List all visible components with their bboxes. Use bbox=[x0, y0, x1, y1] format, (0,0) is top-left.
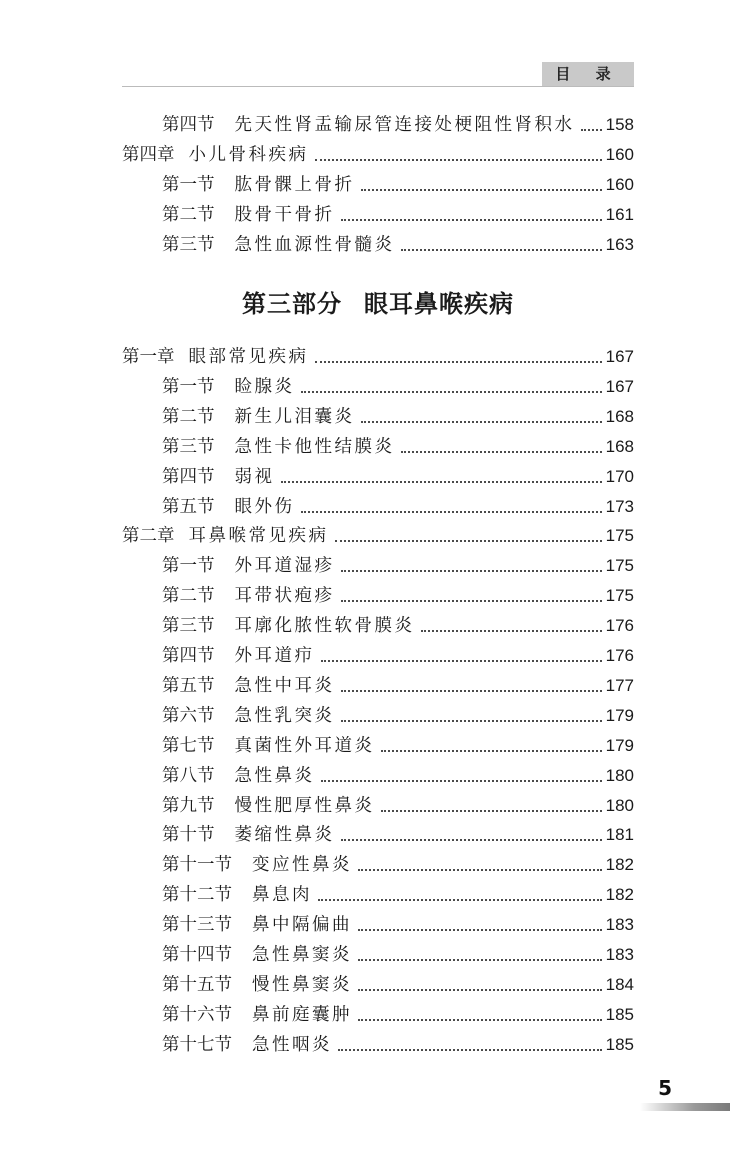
toc-entry-page: 163 bbox=[605, 234, 634, 254]
toc-section-entry bbox=[162, 996, 634, 1026]
dot-leader bbox=[341, 219, 602, 221]
dot-leader bbox=[401, 451, 602, 453]
toc-section-entry bbox=[162, 757, 634, 787]
toc-entry-number: 第十七节 bbox=[162, 1034, 232, 1055]
toc-entry-page: 185 bbox=[605, 1004, 634, 1024]
dot-leader bbox=[341, 839, 602, 841]
toc-entry-page: 180 bbox=[605, 795, 634, 815]
toc-section-entry bbox=[162, 1026, 634, 1056]
toc-entry-number: 第十节 bbox=[162, 825, 215, 846]
dot-leader bbox=[301, 511, 602, 513]
toc-entry-page: 160 bbox=[605, 174, 634, 194]
toc-entry-page: 167 bbox=[605, 376, 634, 396]
toc-entry-number: 第五节 bbox=[162, 496, 215, 517]
dot-leader bbox=[301, 391, 602, 393]
toc-entry-number: 第四节 bbox=[162, 115, 215, 135]
toc-entry-number: 第二节 bbox=[162, 586, 215, 607]
toc-entry-title: 急性中耳炎 bbox=[234, 675, 335, 696]
dot-leader bbox=[401, 249, 602, 251]
toc-entry-title: 眼部常见疾病 bbox=[188, 347, 309, 367]
toc-chapter-entry bbox=[122, 136, 634, 166]
toc-section-entry bbox=[162, 787, 634, 817]
toc-entry-page: 185 bbox=[605, 1034, 634, 1054]
toc-chapter-entry bbox=[122, 338, 634, 368]
toc-entry-page: 170 bbox=[605, 466, 634, 486]
toc-entry-title: 耳廓化脓性软骨膜炎 bbox=[234, 616, 415, 637]
toc-section-entry bbox=[162, 876, 634, 906]
toc-chapter-entry bbox=[122, 517, 634, 547]
toc-entry-page: 180 bbox=[605, 765, 634, 785]
toc-entry-title: 先天性肾盂输尿管连接处梗阻性肾积水 bbox=[234, 115, 575, 135]
toc-section-entry bbox=[162, 607, 634, 637]
footer-bar bbox=[640, 1103, 730, 1111]
toc-entry-title: 睑腺炎 bbox=[234, 376, 295, 397]
toc-section-entry bbox=[162, 428, 634, 458]
toc-entry-page: 160 bbox=[605, 144, 634, 164]
toc-section-entry bbox=[162, 398, 634, 428]
toc-entry-title: 肱骨髁上骨折 bbox=[234, 174, 355, 195]
toc-entry-number: 第五节 bbox=[162, 675, 215, 696]
toc-entry-title: 急性乳突炎 bbox=[234, 705, 335, 726]
toc-section-entry bbox=[162, 547, 634, 577]
toc-entry-title: 弱视 bbox=[234, 466, 275, 487]
dot-leader bbox=[361, 189, 602, 191]
dot-leader bbox=[421, 630, 602, 632]
toc-entry-page: 179 bbox=[605, 735, 634, 755]
toc-entry-number: 第二节 bbox=[162, 406, 215, 427]
toc-entry-number: 第一节 bbox=[162, 556, 215, 577]
toc-entry-number: 第六节 bbox=[162, 705, 215, 726]
toc-entry-number: 第十四节 bbox=[162, 945, 232, 965]
toc-entry-number: 第一章 bbox=[122, 347, 175, 367]
toc-section-entry bbox=[162, 727, 634, 757]
running-header-tab bbox=[542, 62, 634, 86]
toc-entry-title: 股骨干骨折 bbox=[234, 204, 335, 225]
toc-entry-page: 158 bbox=[605, 115, 634, 134]
toc-entry-title: 耳鼻喉常见疾病 bbox=[188, 526, 329, 547]
toc-entry-number: 第七节 bbox=[162, 735, 215, 756]
dot-leader bbox=[358, 959, 602, 961]
toc-entry-number: 第十六节 bbox=[162, 1004, 232, 1025]
toc-entry-number: 第十五节 bbox=[162, 974, 232, 995]
dot-leader bbox=[341, 690, 602, 692]
dot-leader bbox=[321, 780, 602, 782]
dot-leader bbox=[341, 720, 602, 722]
dot-leader bbox=[335, 540, 602, 542]
dot-leader bbox=[281, 481, 602, 483]
toc-entry-page: 184 bbox=[605, 974, 634, 994]
toc-section-entry bbox=[162, 488, 634, 518]
toc-entry-page: 168 bbox=[605, 436, 634, 456]
toc-section-entry bbox=[162, 816, 634, 846]
dot-leader bbox=[581, 129, 602, 131]
toc-section-entry bbox=[162, 667, 634, 697]
toc-entry-title: 急性血源性骨髓炎 bbox=[234, 234, 395, 255]
toc-entry-number: 第三节 bbox=[162, 436, 215, 457]
toc-entry-page: 183 bbox=[605, 915, 634, 935]
toc-section-entry bbox=[162, 368, 634, 398]
toc-entry-page: 173 bbox=[605, 496, 634, 516]
dot-leader bbox=[315, 159, 602, 161]
dot-leader bbox=[358, 869, 602, 871]
toc-section-entry bbox=[162, 577, 634, 607]
toc-entry-title: 耳带状疱疹 bbox=[234, 586, 335, 607]
toc-section-entry bbox=[162, 906, 634, 936]
toc-entry-title: 新生儿泪囊炎 bbox=[234, 406, 355, 427]
toc-section-entry bbox=[162, 226, 634, 256]
part-heading-title: 眼耳鼻喉疾病 bbox=[364, 289, 514, 318]
header-rule bbox=[122, 86, 634, 87]
dot-leader bbox=[381, 810, 602, 812]
toc-entry-title: 眼外伤 bbox=[234, 496, 295, 517]
toc-entry-title: 外耳道湿疹 bbox=[234, 556, 335, 577]
dot-leader bbox=[338, 1049, 602, 1051]
toc-entry-number: 第四章 bbox=[122, 144, 175, 165]
toc-entry-number: 第一节 bbox=[162, 376, 215, 397]
toc-entry-page: 168 bbox=[605, 406, 634, 426]
toc-entry-page: 161 bbox=[605, 204, 634, 224]
toc-entry-number: 第九节 bbox=[162, 795, 215, 816]
toc-entry-number: 第十三节 bbox=[162, 915, 232, 936]
part-heading-prefix: 第三部分 bbox=[242, 289, 342, 318]
toc-entry-title: 慢性鼻窦炎 bbox=[252, 974, 352, 995]
toc-entry-title: 萎缩性鼻炎 bbox=[234, 825, 335, 846]
toc-entry-title: 慢性肥厚性鼻炎 bbox=[234, 795, 375, 816]
toc-entry-title: 鼻中隔偏曲 bbox=[252, 915, 352, 936]
toc-entry-title: 鼻前庭囊肿 bbox=[252, 1004, 352, 1025]
toc-section-entry bbox=[162, 966, 634, 996]
toc-entry-page: 175 bbox=[605, 556, 634, 576]
toc-entry-number: 第四节 bbox=[162, 646, 215, 666]
toc-section-entry bbox=[162, 458, 634, 488]
toc-entry-page: 183 bbox=[605, 945, 634, 964]
toc-entry-number: 第八节 bbox=[162, 765, 215, 786]
toc-entry-number: 第一节 bbox=[162, 174, 215, 195]
toc-entry-title: 小儿骨科疾病 bbox=[188, 144, 309, 165]
toc-entry-number: 第三节 bbox=[162, 234, 215, 255]
dot-leader bbox=[361, 421, 602, 423]
toc-entry-page: 176 bbox=[605, 646, 634, 665]
toc-entry-title: 急性卡他性结膜炎 bbox=[234, 436, 395, 457]
dot-leader bbox=[341, 600, 602, 602]
toc-section-entry bbox=[162, 637, 634, 667]
toc-entry-page: 167 bbox=[605, 347, 634, 366]
toc-entry-title: 急性鼻窦炎 bbox=[252, 945, 352, 965]
toc-entry-page: 176 bbox=[605, 616, 634, 636]
dot-leader bbox=[315, 361, 602, 363]
dot-leader bbox=[318, 899, 602, 901]
toc-entry-title: 变应性鼻炎 bbox=[252, 855, 352, 876]
toc-entry-page: 182 bbox=[605, 855, 634, 875]
dot-leader bbox=[321, 660, 602, 662]
dot-leader bbox=[358, 989, 602, 991]
toc-entry-title: 急性咽炎 bbox=[252, 1034, 332, 1055]
toc-entry-number: 第十一节 bbox=[162, 855, 232, 876]
toc-section-entry bbox=[162, 166, 634, 196]
toc-entry-page: 179 bbox=[605, 705, 634, 725]
toc-entry-page: 175 bbox=[605, 586, 634, 606]
part-heading bbox=[122, 284, 634, 319]
toc-entry-page: 182 bbox=[605, 885, 634, 905]
toc-entry-title: 外耳道疖 bbox=[234, 646, 315, 666]
toc-entry-page: 177 bbox=[605, 675, 634, 695]
toc-entry-number: 第二节 bbox=[162, 204, 215, 225]
toc-entry-title: 真菌性外耳道炎 bbox=[234, 735, 375, 756]
toc-entry-number: 第三节 bbox=[162, 616, 215, 637]
dot-leader bbox=[341, 570, 602, 572]
dot-leader bbox=[358, 929, 602, 931]
toc-entry-number: 第十二节 bbox=[162, 885, 232, 906]
toc-section-entry bbox=[162, 936, 634, 966]
toc-entry-title: 鼻息肉 bbox=[252, 885, 312, 906]
dot-leader bbox=[381, 750, 602, 752]
toc-section-entry bbox=[162, 106, 634, 136]
page-number: 5 bbox=[658, 1076, 672, 1100]
toc-section-entry bbox=[162, 846, 634, 876]
toc-entry-number: 第四节 bbox=[162, 466, 215, 487]
toc-section-entry bbox=[162, 697, 634, 727]
toc-entry-number: 第二章 bbox=[122, 526, 175, 547]
toc-entry-page: 175 bbox=[605, 526, 634, 546]
running-header-label: 目 录 bbox=[555, 65, 621, 83]
dot-leader bbox=[358, 1019, 602, 1021]
toc-section-entry bbox=[162, 196, 634, 226]
toc-entry-page: 181 bbox=[605, 825, 634, 845]
toc-entry-title: 急性鼻炎 bbox=[234, 765, 315, 786]
